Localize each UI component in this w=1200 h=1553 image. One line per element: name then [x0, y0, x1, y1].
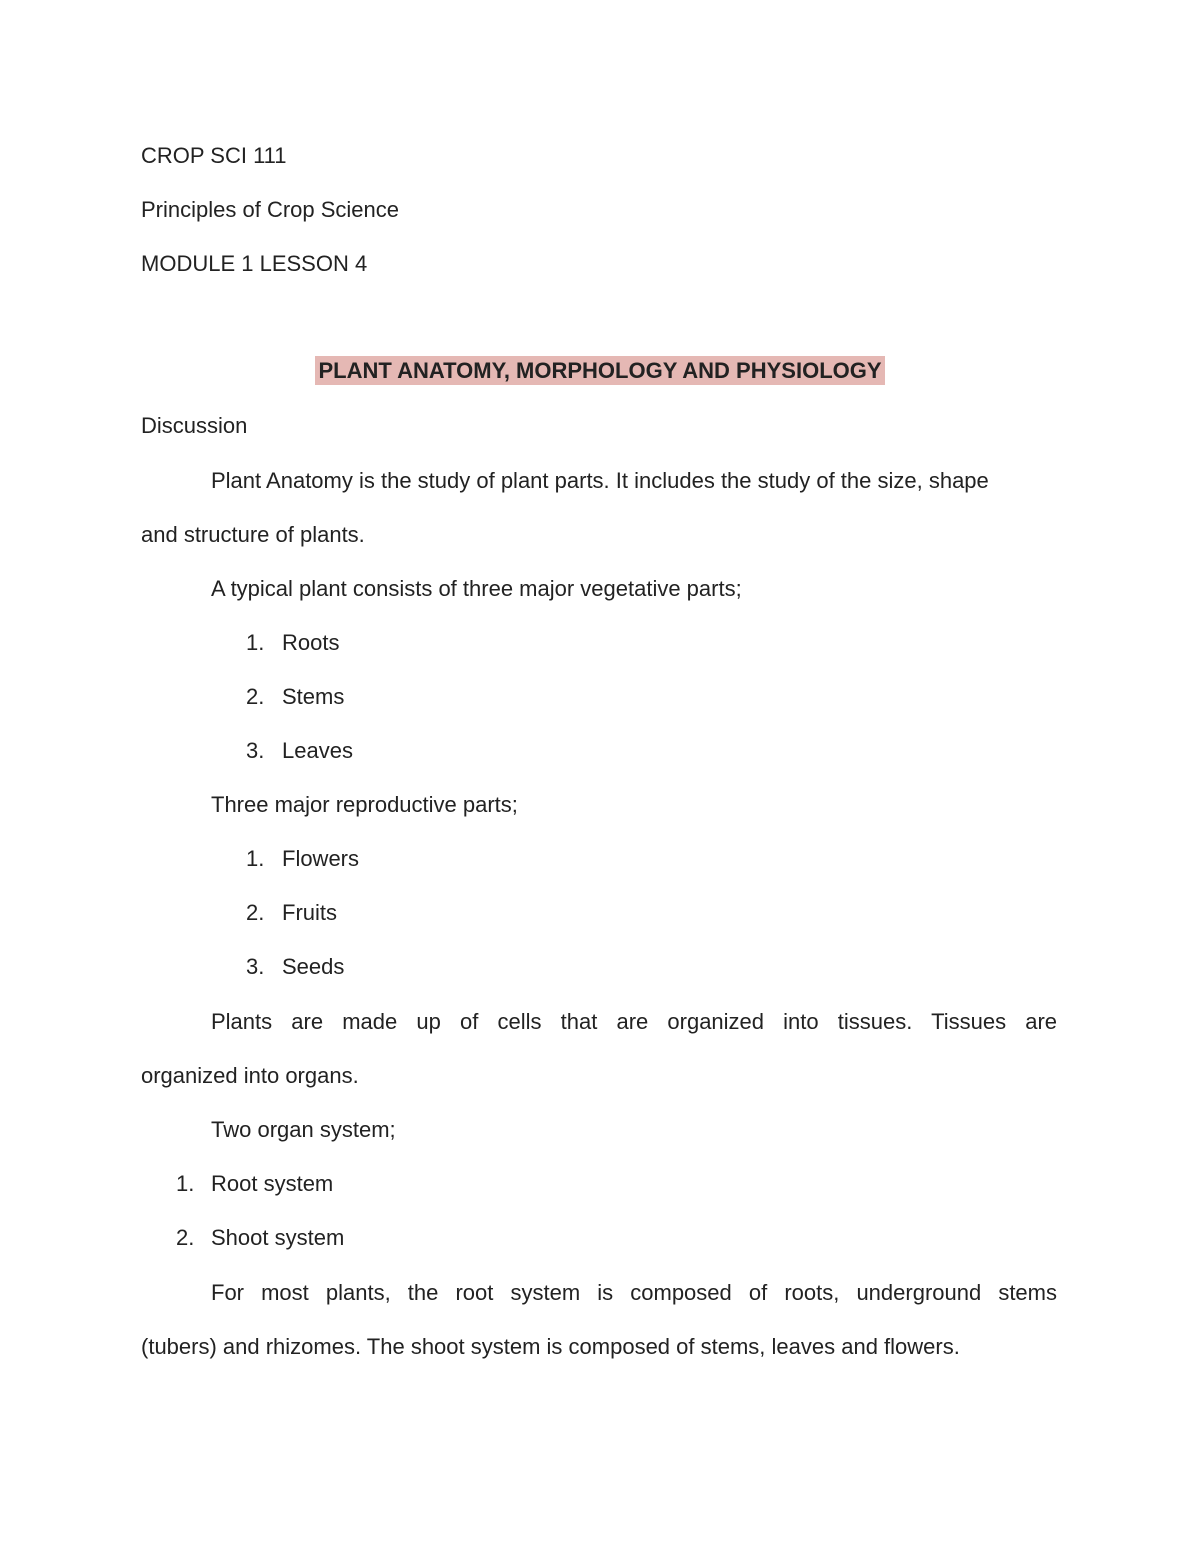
- list-item-number: 2.: [246, 684, 265, 709]
- list-item-label: Fruits: [282, 900, 337, 925]
- list-item-number: 1.: [176, 1171, 195, 1196]
- cells-paragraph-line-2: organized into organs.: [141, 1063, 359, 1088]
- course-title: Principles of Crop Science: [141, 197, 400, 222]
- anatomy-paragraph-line-1: Plant Anatomy is the study of plant parts. It includes the study of the size, shape: [211, 468, 989, 493]
- list-item-number: 1.: [246, 630, 265, 655]
- title-container: [0, 356, 1200, 385]
- vegetative-intro: A typical plant consists of three major vegetative parts;: [211, 576, 742, 601]
- anatomy-paragraph-line-2: and structure of plants.: [141, 522, 365, 547]
- systems-paragraph-line-2: (tubers) and rhizomes. The shoot system is composed of stems, leaves and flowers.: [141, 1334, 960, 1359]
- module-label: MODULE 1 LESSON 4: [141, 251, 368, 276]
- document-title: PLANT ANATOMY, MORPHOLOGY AND PHYSIOLOGY: [315, 356, 884, 385]
- list-item-label: Shoot system: [211, 1225, 345, 1250]
- section-heading: Discussion: [141, 413, 248, 438]
- list-item-label: Leaves: [282, 738, 353, 763]
- list-item-label: Stems: [282, 684, 345, 709]
- list-item-label: Roots: [282, 630, 340, 655]
- list-item-number: 3.: [246, 954, 265, 979]
- list-item-label: Root system: [211, 1171, 334, 1196]
- list-item-number: 1.: [246, 846, 265, 871]
- cells-paragraph-line-1: Plants are made up of cells that are organized into tissues. Tissues are: [211, 1009, 1057, 1034]
- list-item-number: 2.: [176, 1225, 195, 1250]
- list-item-number: 2.: [246, 900, 265, 925]
- list-item-number: 3.: [246, 738, 265, 763]
- reproductive-intro: Three major reproductive parts;: [211, 792, 518, 817]
- list-item-label: Flowers: [282, 846, 360, 871]
- list-item-label: Seeds: [282, 954, 345, 979]
- organ-intro: Two organ system;: [211, 1117, 396, 1142]
- systems-paragraph-line-1: For most plants, the root system is composed of roots, underground stems: [211, 1280, 1057, 1305]
- course-code: CROP SCI 111: [141, 143, 287, 168]
